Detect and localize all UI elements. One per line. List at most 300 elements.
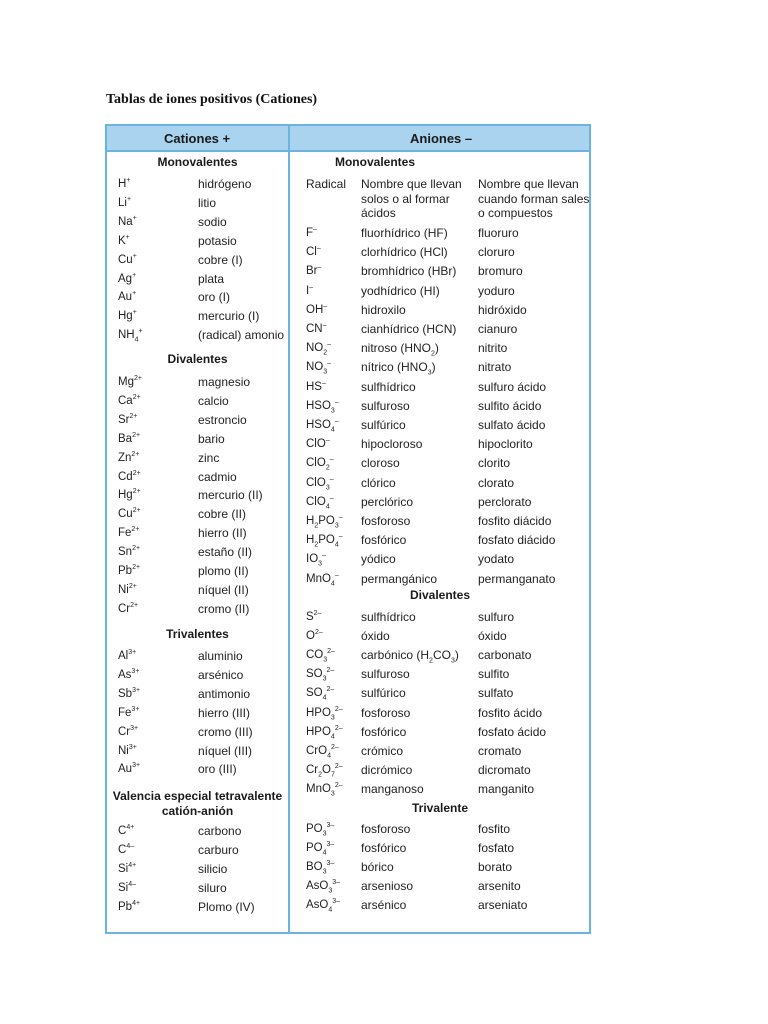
formula-subscript: 2 [314,541,319,549]
formula-subscript-2: 7 [331,771,335,779]
name-text: cobre (II) [198,507,247,522]
cation-symbol [118,309,137,323]
symbol-text: Au [118,291,133,304]
anion-acid-name [361,610,416,624]
cation-symbol [118,668,139,682]
salt-text: sulfito ácido [478,398,542,413]
name-text: bario [198,431,225,446]
salt-text: sulfato [478,686,514,701]
formula-text: H [306,534,315,547]
anion-salt-name [478,782,534,796]
cation-name [198,744,252,758]
symbol-text: Pb [118,565,133,577]
symbol-charge: + [132,271,137,279]
formula-subscript: 3 [330,713,335,721]
cation-symbol [118,687,140,701]
cation-name [198,687,250,701]
acid-text: yódico [361,552,396,567]
symbol-charge: 2+ [132,545,141,553]
anion-formula [306,898,340,912]
cation-symbol [118,881,136,895]
symbol-text: Sb [118,687,133,700]
anion-acid-name [361,322,456,336]
anion-acid-name [361,841,406,855]
anion-formula [306,341,331,355]
symbol-text: Ba [118,432,133,445]
salt-text: cianuro [478,322,518,336]
formula-text: S [306,611,314,623]
formula-text: Cl [306,246,317,259]
acid-text-mid: CO [432,648,451,663]
formula-charge: 2– [326,686,335,694]
formula-subscript-2: 4 [334,541,339,549]
anion-salt-name [478,245,515,259]
anion-salt-name [478,264,523,278]
anion-formula [306,418,339,432]
anion-formula [306,629,323,643]
name-text: potasio [198,233,237,248]
anion-acid-name [361,725,406,739]
name-text: antimonio [198,686,251,701]
salt-text: fosfato [478,841,515,856]
anion-acid-name [361,706,410,720]
formula-subscript: 3 [322,868,327,876]
cation-symbol [118,744,137,758]
col-header-salt-name: Nombre que llevan cuando forman sales o compuestos [478,177,590,220]
cation-name [198,375,250,389]
salt-text: yodato [478,552,515,567]
formula-text: IO [306,553,319,566]
symbol-text: Ni [118,583,129,596]
anion-acid-name [361,456,400,470]
formula-charge: 2– [334,782,343,790]
symbol-charge: + [126,196,132,204]
anion-salt-name [478,399,541,413]
formula-text: BO [306,861,323,874]
anion-formula [306,322,327,336]
acid-text: clorhídrico (HCl) [361,245,448,260]
symbol-charge: 2+ [131,450,140,458]
symbol-charge: 3+ [132,762,141,770]
anion-salt-name [478,898,527,912]
acid-text: fosforoso [361,514,411,528]
formula-subscript: 4 [328,906,333,914]
anion-salt-name [478,360,511,374]
name-text: estaño (II) [198,545,253,560]
cations-tetravalentes-title-1: Valencia especial tetravalente [112,789,283,803]
anion-acid-name [361,399,410,413]
formula-charge: – [322,322,327,330]
formula-subscript: 4 [322,849,327,857]
formula-text: SO [306,668,323,681]
anion-formula [306,725,343,739]
anion-acid-name [361,629,390,643]
symbol-text: Cu [118,253,133,266]
acid-text: nitroso (HNO [361,341,432,356]
formula-charge: – [334,398,339,406]
formula-text: SO [306,687,323,700]
formula-text-2: PO [318,515,335,527]
symbol-text: Si [118,862,129,875]
name-text: silicio [198,861,228,876]
anion-formula [306,860,334,874]
cation-symbol [118,564,140,578]
formula-charge: – [329,494,334,502]
anion-salt-name [478,226,519,240]
cation-name [198,272,224,286]
salt-text: clorato [478,475,515,490]
formula-text: F [306,227,314,239]
cation-symbol [118,507,141,521]
acid-text-end: ) [454,648,459,663]
name-text: aluminio [198,649,243,663]
cation-name [198,432,225,446]
cation-symbol [118,526,139,540]
cation-name [198,564,249,578]
anion-formula [306,360,331,374]
cation-name [198,451,219,465]
formula-charge: – [325,437,330,445]
formula-text: AsO [306,899,329,912]
anion-acid-name [361,495,413,509]
anion-formula [306,822,334,836]
symbol-text: Cd [118,470,133,483]
cations-trivalentes-title: Trivalentes [166,627,229,641]
acid-text: bórico [361,860,394,875]
acid-subscript: 2 [429,657,433,665]
anions-header: Aniones – [410,131,473,146]
anion-salt-name [478,322,517,336]
symbol-text: Sr [118,413,130,426]
acid-subscript: 2 [431,350,435,358]
symbol-charge: + [132,214,137,222]
acid-subscript: 3 [427,369,432,377]
cation-symbol [118,725,138,739]
name-text: hidrógeno [198,177,252,191]
acid-text: óxido [361,629,390,644]
formula-text: AsO [306,880,329,893]
formula-charge: 2– [326,667,335,675]
symbol-charge: 3+ [132,686,141,694]
name-text: calcio [198,393,229,408]
cation-symbol [118,583,137,597]
salt-text: arsenito [478,879,521,894]
cation-symbol [118,824,134,838]
name-text: hierro (II) [198,526,247,541]
name-text: mercurio (II) [198,488,263,503]
symbol-charge: 3+ [128,743,137,751]
cation-name [198,762,237,776]
symbol-text: Li [118,196,127,209]
formula-text-2: O [322,763,331,776]
anion-acid-name [361,763,412,777]
cation-symbol [118,706,139,720]
cation-name [198,177,251,191]
cation-symbol [118,451,139,465]
acid-text: sulfúrico [361,418,406,432]
formula-charge: – [316,245,321,253]
col-header-radical: Radical [306,177,347,191]
symbol-charge: 2+ [132,564,141,572]
acid-text: sulfhídrico [361,610,416,624]
cation-symbol [118,545,140,559]
anion-salt-name [478,667,509,681]
cations-divalentes-title: Divalentes [167,352,228,366]
cation-symbol [118,900,140,914]
formula-charge: – [327,341,332,349]
symbol-text: Fe [118,706,132,719]
symbol-charge: 2+ [131,526,140,534]
name-text: Plomo (IV) [198,899,255,914]
anion-formula [306,782,343,796]
cation-name [198,862,227,876]
anion-salt-name [478,763,531,777]
symbol-charge: + [132,290,137,298]
formula-charge: – [309,283,314,291]
salt-text: nitrito [478,341,508,356]
salt-text: sulfuro ácido [478,379,547,394]
cation-name [198,196,216,210]
cation-name [198,488,263,502]
symbol-text: Ca [118,394,133,407]
salt-text: perclorato [478,494,532,509]
anion-salt-name [478,841,514,855]
salt-text: dicromato [478,762,531,777]
name-text: zinc [198,450,220,465]
name-text: carbono [198,824,242,838]
anion-acid-name [361,552,396,566]
cation-name [198,881,227,895]
acid-text: arsénico [361,898,407,913]
cation-name [198,824,241,838]
formula-subscript: 2 [323,349,328,357]
cations-tetravalentes-title-2: catión-anión [161,804,234,818]
salt-text: hipoclorito [478,437,533,452]
cation-name [198,413,247,427]
anion-formula [306,879,340,893]
salt-text: fosfato diácido [478,533,556,548]
anions-trivalente-title: Trivalente [411,801,469,815]
anion-acid-name [361,476,396,490]
formula-text: Cr [306,763,319,776]
symbol-charge: 4+ [128,861,137,869]
anion-formula [306,476,334,490]
salt-text: sulfato ácido [478,418,546,432]
cation-name [198,328,284,342]
anion-acid-name [361,572,437,586]
symbol-text: Cr [118,602,131,615]
symbol-charge: 2+ [133,375,142,383]
anion-salt-name [478,610,514,624]
formula-text: OH [306,303,324,316]
cation-symbol [118,234,130,248]
anion-acid-name [361,360,436,377]
cation-name [198,706,250,720]
symbol-charge: 4– [128,880,137,888]
cation-symbol [118,253,137,267]
anion-formula [306,245,321,259]
salt-text: nitrato [478,360,512,375]
symbol-charge: 2+ [132,394,141,402]
anion-acid-name [361,245,448,259]
symbol-text: C [118,843,127,856]
anion-acid-name [361,341,439,358]
anion-acid-name [361,686,406,700]
symbol-text: Zn [118,451,132,464]
acid-text: hipocloroso [361,437,423,452]
anion-acid-name [361,898,406,912]
cation-name [198,725,253,739]
salt-text: sulfito [478,667,510,682]
symbol-charge: 3+ [128,649,137,657]
symbol-text: K [118,234,126,247]
symbol-charge: 3+ [131,705,140,713]
salt-text: yoduro [478,283,515,298]
anion-salt-name [478,629,507,643]
anion-formula [306,667,334,681]
name-text: (radical) amonio [198,328,285,343]
symbol-text: Cr [118,725,131,738]
formula-text: CrO [306,744,328,757]
symbol-text: NH [118,329,135,342]
anion-formula [306,533,343,547]
cation-name [198,507,246,521]
anion-salt-name [478,495,531,509]
formula-charge: – [334,571,339,579]
formula-subscript: 3 [323,368,328,376]
anion-acid-name [361,533,406,547]
symbol-charge: + [125,233,130,241]
symbol-charge: 2+ [132,431,141,439]
formula-subscript: 3 [325,483,330,491]
formula-text-2: PO [318,534,335,547]
anion-formula [306,226,317,240]
symbol-charge: 2+ [129,412,138,420]
formula-text: HPO [306,725,331,738]
anion-acid-name [361,879,413,893]
name-text: níquel (II) [198,582,249,597]
acid-subscript-2: 3 [450,657,455,665]
anion-salt-name [478,648,531,662]
salt-text: fluoruro [478,226,519,240]
cation-name [198,234,237,248]
formula-charge: – [321,379,326,387]
symbol-text: C [118,825,127,837]
acid-text: arsenioso [361,879,414,894]
salt-text: cromato [478,743,522,758]
column-divider [288,124,290,934]
anion-formula [306,495,334,509]
salt-text: borato [478,860,513,875]
anion-salt-name [478,706,542,720]
cation-name [198,545,252,559]
cation-symbol [118,602,138,616]
acid-text: yodhídrico (HI) [361,283,440,298]
symbol-text: Pb [118,900,133,913]
formula-text: HPO [306,706,331,719]
anion-salt-name [478,725,546,739]
symbol-text: Hg [118,489,133,502]
salt-text: óxido [478,629,507,644]
formula-text: HSO [306,419,331,431]
acid-text: nítrico (HNO [361,360,428,375]
formula-subscript: 3 [330,407,335,415]
cation-name [198,649,243,663]
anion-formula [306,686,334,700]
anion-salt-name [478,686,513,700]
symbol-charge: 2+ [130,601,139,609]
formula-text: NO [306,361,324,374]
symbol-charge: 4+ [132,899,141,907]
symbol-text: Ni [118,744,129,757]
formula-text: NO [306,342,324,355]
cation-name [198,668,243,682]
symbol-charge: 2+ [132,488,141,496]
salt-text: carbonato [478,648,532,663]
formula-charge: 3– [326,822,335,830]
anion-acid-name [361,648,459,665]
cation-symbol [118,290,136,304]
cation-symbol [118,215,137,229]
cation-symbol [118,762,140,776]
symbol-charge: 2+ [128,583,137,591]
formula-charge: 3– [326,841,335,849]
name-text: arsénico [198,667,244,682]
symbol-text: Cu [118,508,133,521]
formula-subscript: 3 [330,790,335,798]
formula-charge: 2– [327,648,335,656]
formula-charge: 2– [331,743,339,751]
cation-name [198,470,237,484]
formula-text: CO [306,649,324,662]
formula-text: Br [306,265,318,278]
name-text: níquel (III) [198,743,253,758]
formula-charge: – [329,456,334,464]
cation-name [198,843,239,857]
symbol-charge: 4+ [126,824,135,832]
symbol-charge: + [132,252,137,260]
formula-charge: 3– [332,879,341,887]
formula-text: I [306,284,310,297]
name-text: cromo (II) [198,601,250,616]
formula-text: ClO [306,438,326,451]
anion-acid-name [361,418,406,432]
formula-charge: – [327,360,332,368]
symbol-text: Na [118,215,133,228]
symbol-text: H [118,178,127,190]
anion-formula [306,841,334,855]
anion-formula [306,456,334,470]
formula-subscript: 3 [322,830,327,838]
formula-charge: – [323,302,328,310]
anions-monovalentes-title: Monovalentes [334,155,415,169]
symbol-charge: 4– [126,843,135,851]
salt-text: fosfito [478,822,511,836]
formula-charge: – [322,552,326,560]
cation-symbol [118,488,141,502]
name-text: cadmio [198,469,237,484]
cation-symbol [118,196,131,210]
name-text: cromo (III) [198,724,253,739]
anion-formula [306,284,313,298]
symbol-charge: + [132,309,137,317]
symbol-text: Au [118,763,133,776]
name-text: carburo [198,842,239,857]
anion-formula [306,572,339,586]
name-text: plata [198,271,225,286]
cations-monovalentes-title: Monovalentes [157,155,238,169]
name-text: hierro (III) [198,705,251,720]
